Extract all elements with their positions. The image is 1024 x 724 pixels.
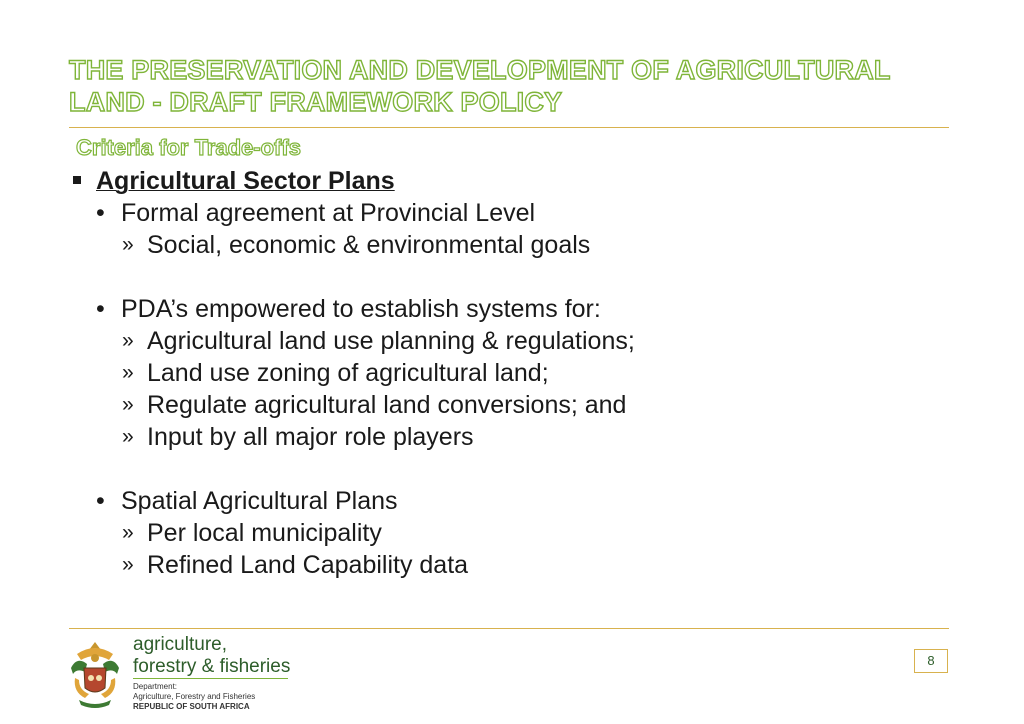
chevron-bullet-icon: » [122, 361, 134, 384]
bullet-pda-empowered [96, 293, 601, 325]
sub-bullet-regulate-conversions [122, 389, 626, 421]
coat-of-arms-icon [67, 638, 123, 710]
sub-bullet-text: Agricultural land use planning & regulations; [147, 327, 635, 355]
dot-bullet-icon: • [96, 295, 105, 323]
sub-bullet-role-players [122, 421, 474, 453]
sub-bullet-land-capability [122, 549, 468, 581]
footer-divider [69, 628, 949, 629]
country-name: REPUBLIC OF SOUTH AFRICA [133, 702, 250, 711]
chevron-bullet-icon: » [122, 233, 134, 256]
chevron-bullet-icon: » [122, 553, 134, 576]
chevron-bullet-icon: » [122, 425, 134, 448]
page-number: 8 [914, 649, 948, 673]
bullet-text: Spatial Agricultural Plans [121, 487, 398, 515]
chevron-bullet-icon: » [122, 521, 134, 544]
bullet-spatial-plans [96, 485, 398, 517]
square-bullet-icon [73, 176, 81, 184]
department-name [133, 634, 290, 678]
department-name-line1: agriculture, [133, 634, 227, 655]
sub-bullet-land-use-zoning [122, 357, 549, 389]
dot-bullet-icon: • [96, 487, 105, 515]
department-divider [133, 678, 288, 679]
chevron-bullet-icon: » [122, 329, 134, 352]
slide-title-line1: THE PRESERVATION AND DEVELOPMENT OF AGRICULTURAL [69, 55, 891, 85]
chevron-bullet-icon: » [122, 393, 134, 416]
heading-text: Agricultural Sector Plans [96, 167, 395, 195]
slide-subtitle: Criteria for Trade-offs [76, 135, 301, 160]
sub-bullet-text: Per local municipality [147, 519, 382, 547]
department-full-name: Agriculture, Forestry and Fisheries [133, 692, 256, 701]
sub-bullet-goals [122, 229, 590, 261]
bullet-text: PDA’s empowered to establish systems for: [121, 295, 601, 323]
sub-bullet-land-use-planning [122, 325, 635, 357]
heading-agricultural-sector-plans [71, 165, 395, 197]
slide-title [69, 54, 959, 118]
sub-bullet-text: Input by all major role players [147, 423, 474, 451]
sub-bullet-text: Regulate agricultural land conversions; and [147, 391, 627, 419]
sub-bullet-text: Refined Land Capability data [147, 551, 469, 579]
sub-bullet-text: Social, economic & environmental goals [147, 231, 591, 259]
sub-bullet-text: Land use zoning of agricultural land; [147, 359, 549, 387]
sub-bullet-municipality [122, 517, 382, 549]
bullet-formal-agreement [96, 197, 535, 229]
dot-bullet-icon: • [96, 199, 105, 227]
title-divider [69, 127, 949, 128]
department-name-line2: forestry & fisheries [133, 656, 291, 677]
department-label: Department: [133, 682, 178, 691]
slide-title-line2: LAND - DRAFT FRAMEWORK POLICY [69, 87, 563, 117]
bullet-text: Formal agreement at Provincial Level [121, 199, 536, 227]
